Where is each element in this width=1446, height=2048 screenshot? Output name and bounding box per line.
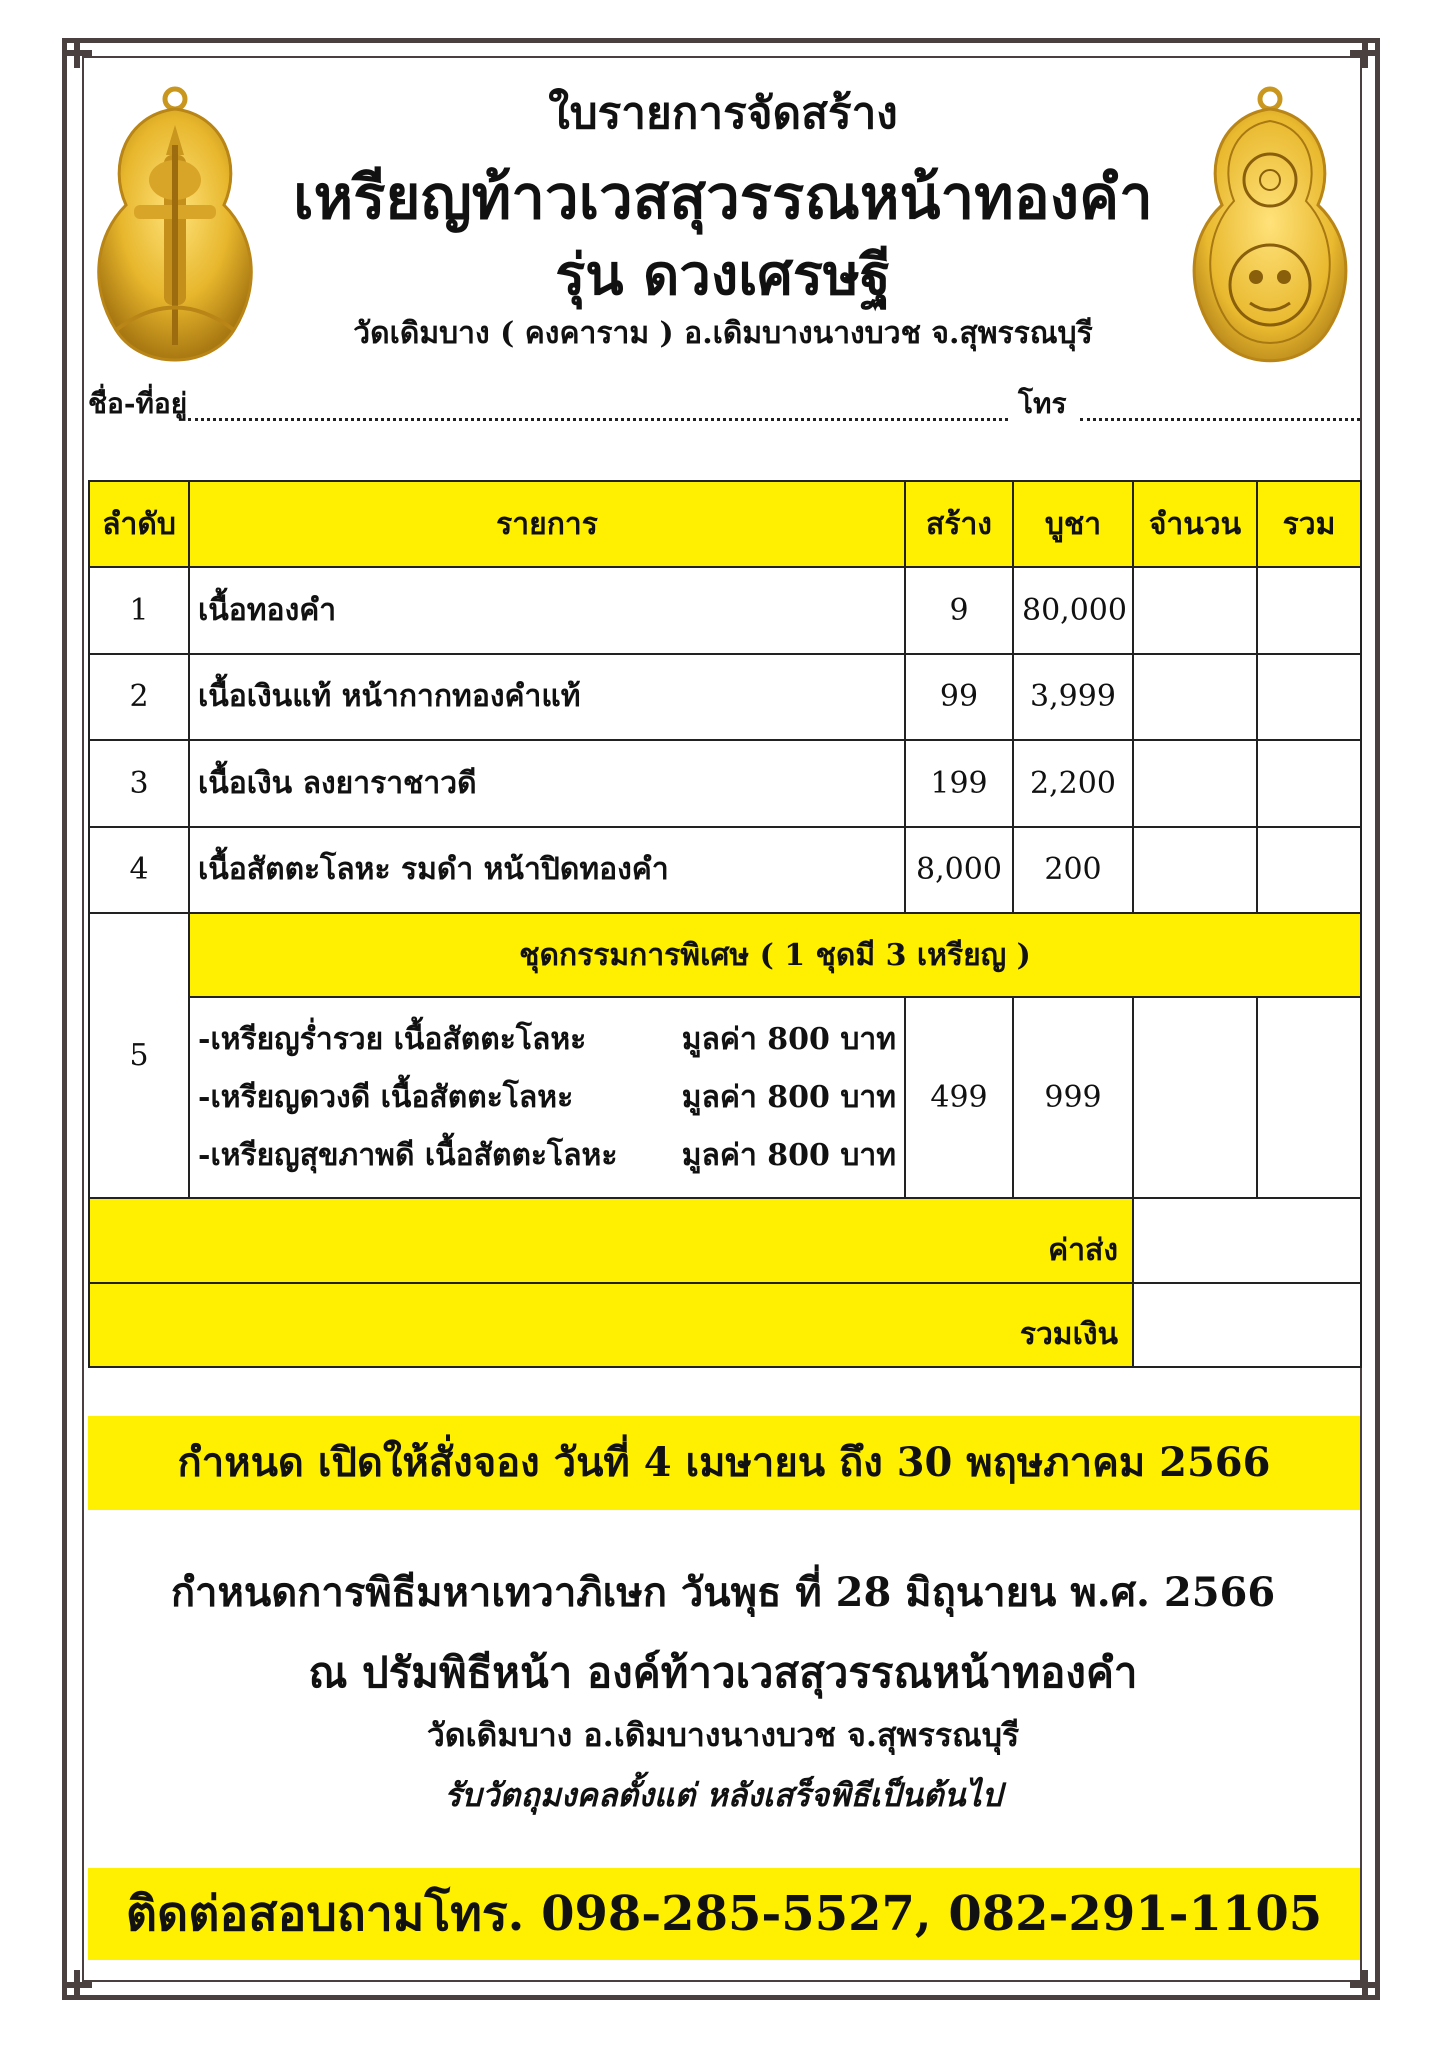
set-item [198, 1127, 896, 1185]
grand-total-label: รวมเงิน [89, 1283, 1133, 1367]
row-quantity-cell[interactable] [1133, 827, 1257, 913]
set-made: 499 [905, 997, 1013, 1198]
row-made: 99 [905, 654, 1013, 740]
row-quantity-cell[interactable] [1133, 654, 1257, 740]
set-price: 999 [1013, 997, 1133, 1198]
table-row [89, 567, 1361, 653]
temple-address: วัดเดิมบาง ( คงคาราม ) อ.เดิมบางนางบวช จ.สุพรรณบุรี [353, 316, 1093, 351]
shipping-label: ค่าส่ง [89, 1198, 1133, 1282]
ceremony-venue: ณ ปรัมพิธีหน้า องค์ท้าวเวสสุวรรณหน้าทองคำ [308, 1648, 1138, 1697]
set-item-value: มูลค่า 800 บาท [681, 1079, 896, 1115]
row-made: 9 [905, 567, 1013, 653]
row-total-cell[interactable] [1257, 567, 1361, 653]
name-address-field[interactable] [188, 418, 1008, 421]
col-header-price: บูชา [1013, 481, 1133, 567]
row-item: เนื้อทองคำ [189, 567, 905, 653]
pickup-note: รับวัตถุมงคลตั้งแต่ หลังเสร็จพิธีเป็นต้นไป [444, 1776, 1002, 1814]
contact-banner: ติดต่อสอบถามโทร. 098-285-5527, 082-291-1105 [88, 1868, 1360, 1960]
edition-name: รุ่น ดวงเศรษฐี [555, 242, 891, 308]
set-item-name: -เหรียญสุขภาพดี เนื้อสัตตะโลหะ [198, 1137, 618, 1173]
set-title: ชุดกรรมการพิเศษ ( 1 ชุดมี 3 เหรียญ ) [189, 913, 1361, 997]
set-item [198, 1069, 896, 1127]
table-row [89, 654, 1361, 740]
row-item: เนื้อสัตตะโลหะ รมดำ หน้าปิดทองคำ [189, 827, 905, 913]
set-item-value: มูลค่า 800 บาท [681, 1021, 896, 1057]
phone-field[interactable] [1080, 418, 1360, 421]
row-no: 3 [89, 740, 189, 826]
set-item-name: -เหรียญดวงดี เนื้อสัตตะโลหะ [198, 1079, 574, 1115]
row-item: เนื้อเงิน ลงยาราชาวดี [189, 740, 905, 826]
grand-total-row [89, 1283, 1361, 1367]
set-row-no: 5 [89, 913, 189, 1198]
col-header-item: รายการ [189, 481, 905, 567]
row-price: 200 [1013, 827, 1133, 913]
row-total-cell[interactable] [1257, 827, 1361, 913]
corner-ornament [1350, 38, 1380, 68]
row-made: 8,000 [905, 827, 1013, 913]
corner-ornament [1350, 1970, 1380, 2000]
name-address-line [88, 382, 1368, 426]
row-total-cell[interactable] [1257, 740, 1361, 826]
ceremony-temple: วัดเดิมบาง อ.เดิมบางนางบวช จ.สุพรรณบุรี [426, 1716, 1020, 1754]
row-price: 3,999 [1013, 654, 1133, 740]
set-total-cell[interactable] [1257, 997, 1361, 1198]
order-table [88, 480, 1362, 1368]
shipping-row [89, 1198, 1361, 1282]
set-quantity-cell[interactable] [1133, 997, 1257, 1198]
phone-label: โทร [1018, 387, 1067, 420]
ceremony-date: กำหนดการพิธีมหาเทวาภิเษก วันพุธ ที่ 28 มิถุนายน พ.ศ. 2566 [170, 1569, 1276, 1616]
grand-total-cell[interactable] [1133, 1283, 1361, 1367]
row-no: 2 [89, 654, 189, 740]
set-items-row [89, 997, 1361, 1198]
set-items-cell [189, 997, 905, 1198]
row-no: 1 [89, 567, 189, 653]
row-price: 2,200 [1013, 740, 1133, 826]
col-header-made: สร้าง [905, 481, 1013, 567]
row-item: เนื้อเงินแท้ หน้ากากทองคำแท้ [189, 654, 905, 740]
table-row [89, 740, 1361, 826]
set-item [198, 1011, 896, 1069]
booking-period-banner: กำหนด เปิดให้สั่งจอง วันที่ 4 เมษายน ถึง 30 พฤษภาคม 2566 [88, 1416, 1360, 1510]
table-row [89, 827, 1361, 913]
row-total-cell[interactable] [1257, 654, 1361, 740]
row-made: 199 [905, 740, 1013, 826]
set-title-row [89, 913, 1361, 997]
row-quantity-cell[interactable] [1133, 567, 1257, 653]
row-quantity-cell[interactable] [1133, 740, 1257, 826]
table-header-row [89, 481, 1361, 567]
set-item-name: -เหรียญร่ำรวย เนื้อสัตตะโลหะ [198, 1021, 587, 1057]
shipping-cell[interactable] [1133, 1198, 1361, 1282]
col-header-quantity: จำนวน [1133, 481, 1257, 567]
medal-name: เหรียญท้าวเวสสุวรรณหน้าทองคำ [293, 163, 1153, 233]
set-item-value: มูลค่า 800 บาท [681, 1137, 896, 1173]
col-header-total: รวม [1257, 481, 1361, 567]
corner-ornament [62, 38, 92, 68]
corner-ornament [62, 1970, 92, 2000]
document-title: ใบรายการจัดสร้าง [548, 88, 898, 139]
name-address-label: ชื่อ-ที่อยู่ [88, 387, 188, 420]
col-header-no: ลำดับ [89, 481, 189, 567]
row-price: 80,000 [1013, 567, 1133, 653]
row-no: 4 [89, 827, 189, 913]
